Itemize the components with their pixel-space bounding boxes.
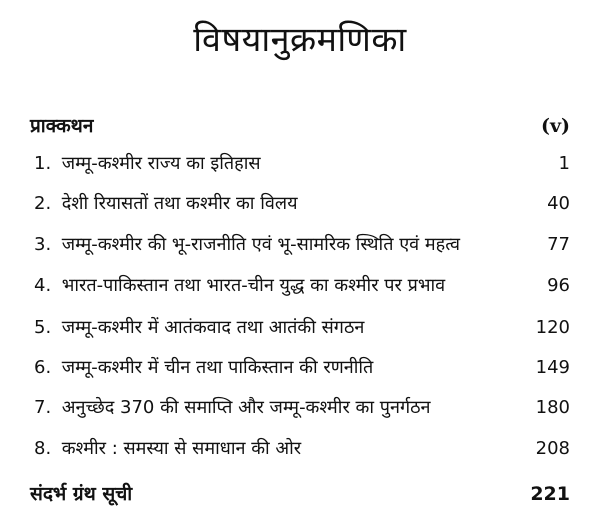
toc-preface-page: (v) [540, 115, 570, 137]
toc-row-preface [0, 108, 600, 144]
toc-bibliography-label: संदर्भ ग्रंथ सूची [30, 483, 133, 505]
toc-chapter-label: जम्मू-कश्मीर राज्य का इतिहास [61, 153, 261, 174]
toc-row-chapter-1 [0, 146, 600, 182]
toc-chapter-page: 180 [535, 397, 570, 418]
toc-row-chapter-8 [0, 431, 600, 467]
toc-chapter-number: 8. [34, 438, 52, 459]
toc-chapter-page: 208 [535, 438, 570, 459]
toc-chapter-page: 40 [547, 193, 570, 214]
toc-chapter-number: 2. [34, 193, 52, 214]
toc-row-chapter-5 [0, 310, 600, 346]
toc-row-chapter-7 [0, 390, 600, 426]
toc-chapter-page: 96 [547, 275, 570, 296]
toc-chapter-page: 77 [547, 234, 570, 255]
toc-chapter-number: 4. [34, 275, 52, 296]
toc-row-chapter-3 [0, 227, 600, 263]
toc-row-bibliography [0, 476, 600, 512]
toc-chapter-label: जम्मू-कश्मीर में चीन तथा पाकिस्तान की रणनीति [61, 357, 374, 378]
toc-chapter-label: कश्मीर : समस्या से समाधान की ओर [61, 438, 302, 459]
toc-chapter-label: देशी रियासतों तथा कश्मीर का विलय [61, 193, 298, 214]
page-title: विषयानुक्रमणिका [193, 20, 407, 60]
toc-bibliography-page: 221 [530, 483, 570, 505]
toc-chapter-label: भारत-पाकिस्तान तथा भारत-चीन युद्ध का कश्मीर पर प्रभाव [61, 275, 446, 296]
toc-chapter-page: 149 [535, 357, 570, 378]
toc-chapter-number: 6. [34, 357, 52, 378]
toc-preface-label: प्राक्कथन [30, 115, 94, 137]
toc-chapter-number: 7. [34, 397, 52, 418]
toc-row-chapter-6 [0, 350, 600, 386]
toc-chapter-number: 5. [34, 317, 52, 338]
toc-chapter-label: जम्मू-कश्मीर में आतंकवाद तथा आतंकी संगठन [61, 317, 365, 338]
toc-chapter-number: 3. [34, 234, 52, 255]
toc-row-chapter-2 [0, 186, 600, 222]
toc-chapter-label: अनुच्छेद 370 की समाप्ति और जम्मू-कश्मीर का पुनर्गठन [61, 397, 431, 418]
toc-chapter-page: 120 [535, 317, 570, 338]
toc-chapter-number: 1. [34, 153, 52, 174]
toc-chapter-label: जम्मू-कश्मीर की भू-राजनीति एवं भू-सामरिक स्थिति एवं महत्व [61, 234, 460, 255]
toc-row-chapter-4 [0, 268, 600, 304]
toc-chapter-page: 1 [558, 153, 570, 174]
